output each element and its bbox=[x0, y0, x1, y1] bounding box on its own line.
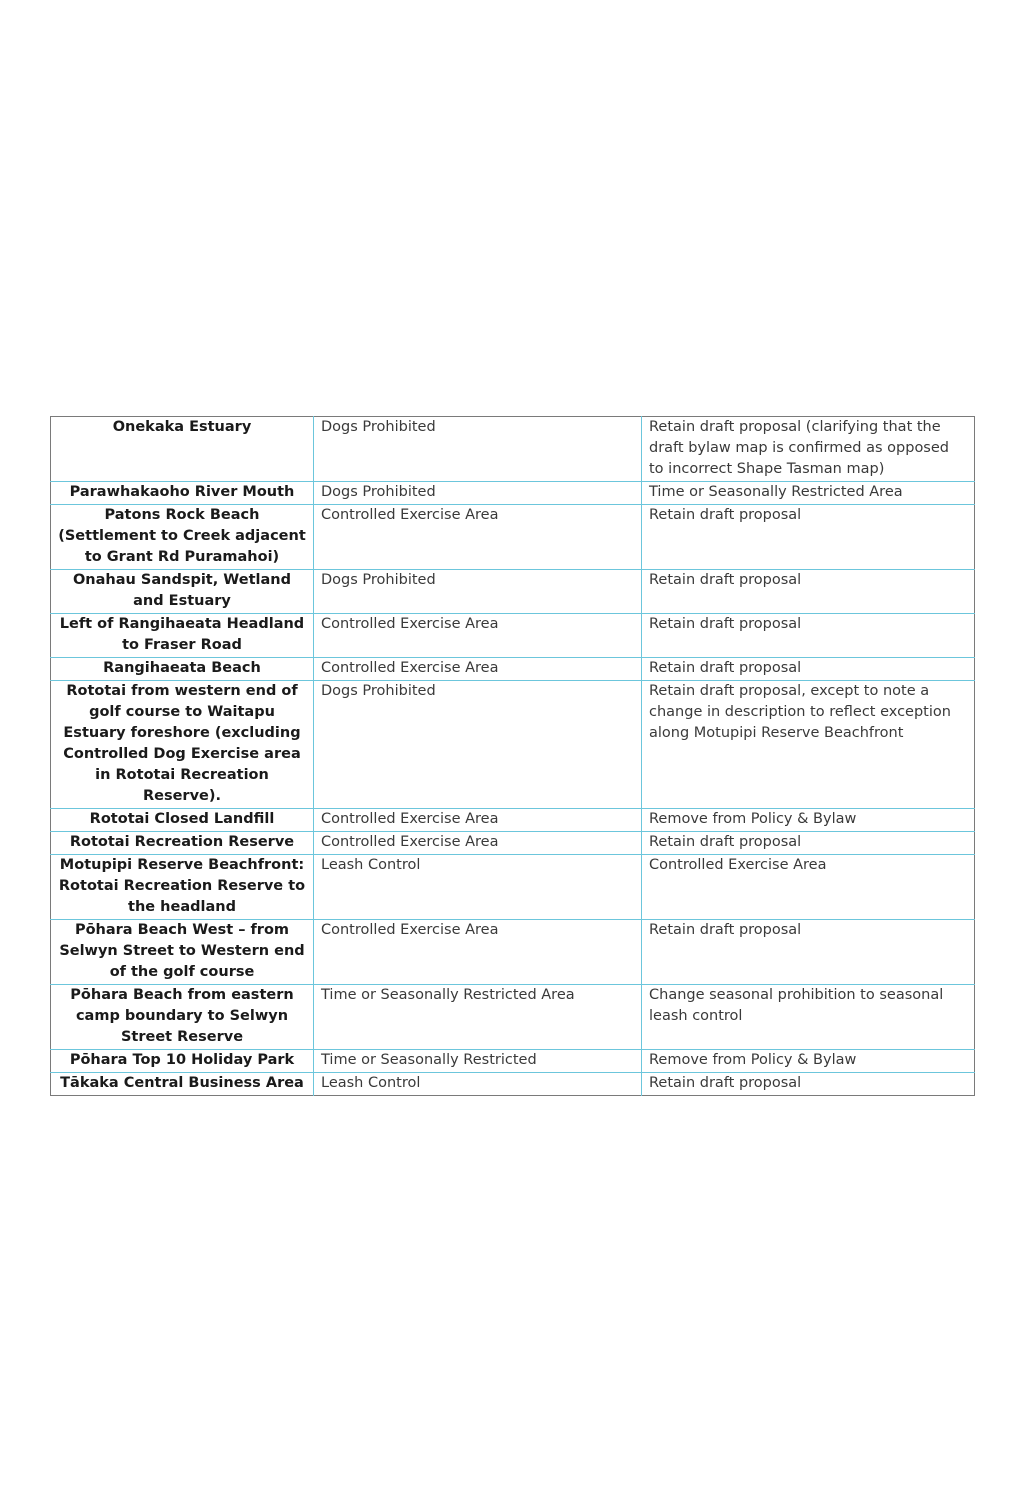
table-row bbox=[51, 505, 975, 570]
dog-control-areas-table bbox=[50, 416, 975, 1096]
table-row bbox=[51, 417, 975, 482]
table-row bbox=[51, 855, 975, 920]
table-row bbox=[51, 658, 975, 681]
table-row bbox=[51, 614, 975, 658]
table-row bbox=[51, 1050, 975, 1073]
recommendation-cell: Retain draft proposal bbox=[642, 1073, 975, 1096]
location-cell: Tākaka Central Business Area bbox=[51, 1073, 314, 1096]
recommendation-cell: Retain draft proposal (clarifying that the draft bylaw map is confirmed as opposed to incorrect Shape Tasman map) bbox=[642, 417, 975, 482]
draft-status-cell: Controlled Exercise Area bbox=[314, 614, 642, 658]
location-cell: Pōhara Top 10 Holiday Park bbox=[51, 1050, 314, 1073]
draft-status-cell: Leash Control bbox=[314, 855, 642, 920]
recommendation-cell: Retain draft proposal bbox=[642, 570, 975, 614]
recommendation-cell: Retain draft proposal bbox=[642, 658, 975, 681]
draft-status-cell: Dogs Prohibited bbox=[314, 417, 642, 482]
table-row bbox=[51, 832, 975, 855]
draft-status-cell: Time or Seasonally Restricted Area bbox=[314, 985, 642, 1050]
recommendation-cell: Retain draft proposal bbox=[642, 614, 975, 658]
draft-status-cell: Controlled Exercise Area bbox=[314, 832, 642, 855]
draft-status-cell: Leash Control bbox=[314, 1073, 642, 1096]
table-row bbox=[51, 482, 975, 505]
recommendation-cell: Remove from Policy & Bylaw bbox=[642, 1050, 975, 1073]
location-cell: Patons Rock Beach (Settlement to Creek adjacent to Grant Rd Puramahoi) bbox=[51, 505, 314, 570]
draft-status-cell: Controlled Exercise Area bbox=[314, 658, 642, 681]
draft-status-cell: Dogs Prohibited bbox=[314, 570, 642, 614]
recommendation-cell: Retain draft proposal bbox=[642, 832, 975, 855]
location-cell: Pōhara Beach West – from Selwyn Street to Western end of the golf course bbox=[51, 920, 314, 985]
recommendation-cell: Time or Seasonally Restricted Area bbox=[642, 482, 975, 505]
recommendation-cell: Retain draft proposal bbox=[642, 920, 975, 985]
draft-status-cell: Controlled Exercise Area bbox=[314, 809, 642, 832]
table-row bbox=[51, 570, 975, 614]
location-cell: Parawhakaoho River Mouth bbox=[51, 482, 314, 505]
table-row bbox=[51, 985, 975, 1050]
table-row bbox=[51, 681, 975, 809]
draft-status-cell: Time or Seasonally Restricted bbox=[314, 1050, 642, 1073]
recommendation-cell: Controlled Exercise Area bbox=[642, 855, 975, 920]
draft-status-cell: Dogs Prohibited bbox=[314, 681, 642, 809]
location-cell: Pōhara Beach from eastern camp boundary to Selwyn Street Reserve bbox=[51, 985, 314, 1050]
table-row bbox=[51, 809, 975, 832]
location-cell: Rangihaeata Beach bbox=[51, 658, 314, 681]
recommendation-cell: Retain draft proposal, except to note a change in description to reflect exception along Motupipi Reserve Beachfront bbox=[642, 681, 975, 809]
recommendation-cell: Change seasonal prohibition to seasonal leash control bbox=[642, 985, 975, 1050]
table-row bbox=[51, 920, 975, 985]
location-cell: Rototai Recreation Reserve bbox=[51, 832, 314, 855]
location-cell: Rototai Closed Landfill bbox=[51, 809, 314, 832]
draft-status-cell: Controlled Exercise Area bbox=[314, 920, 642, 985]
location-cell: Onekaka Estuary bbox=[51, 417, 314, 482]
location-cell: Left of Rangihaeata Headland to Fraser Road bbox=[51, 614, 314, 658]
location-cell: Rototai from western end of golf course to Waitapu Estuary foreshore (excluding Controlled Dog Exercise area in Rototai Recreation Reserve). bbox=[51, 681, 314, 809]
draft-status-cell: Dogs Prohibited bbox=[314, 482, 642, 505]
draft-status-cell: Controlled Exercise Area bbox=[314, 505, 642, 570]
location-cell: Onahau Sandspit, Wetland and Estuary bbox=[51, 570, 314, 614]
recommendation-cell: Remove from Policy & Bylaw bbox=[642, 809, 975, 832]
recommendation-cell: Retain draft proposal bbox=[642, 505, 975, 570]
location-cell: Motupipi Reserve Beachfront: Rototai Recreation Reserve to the headland bbox=[51, 855, 314, 920]
table-row bbox=[51, 1073, 975, 1096]
